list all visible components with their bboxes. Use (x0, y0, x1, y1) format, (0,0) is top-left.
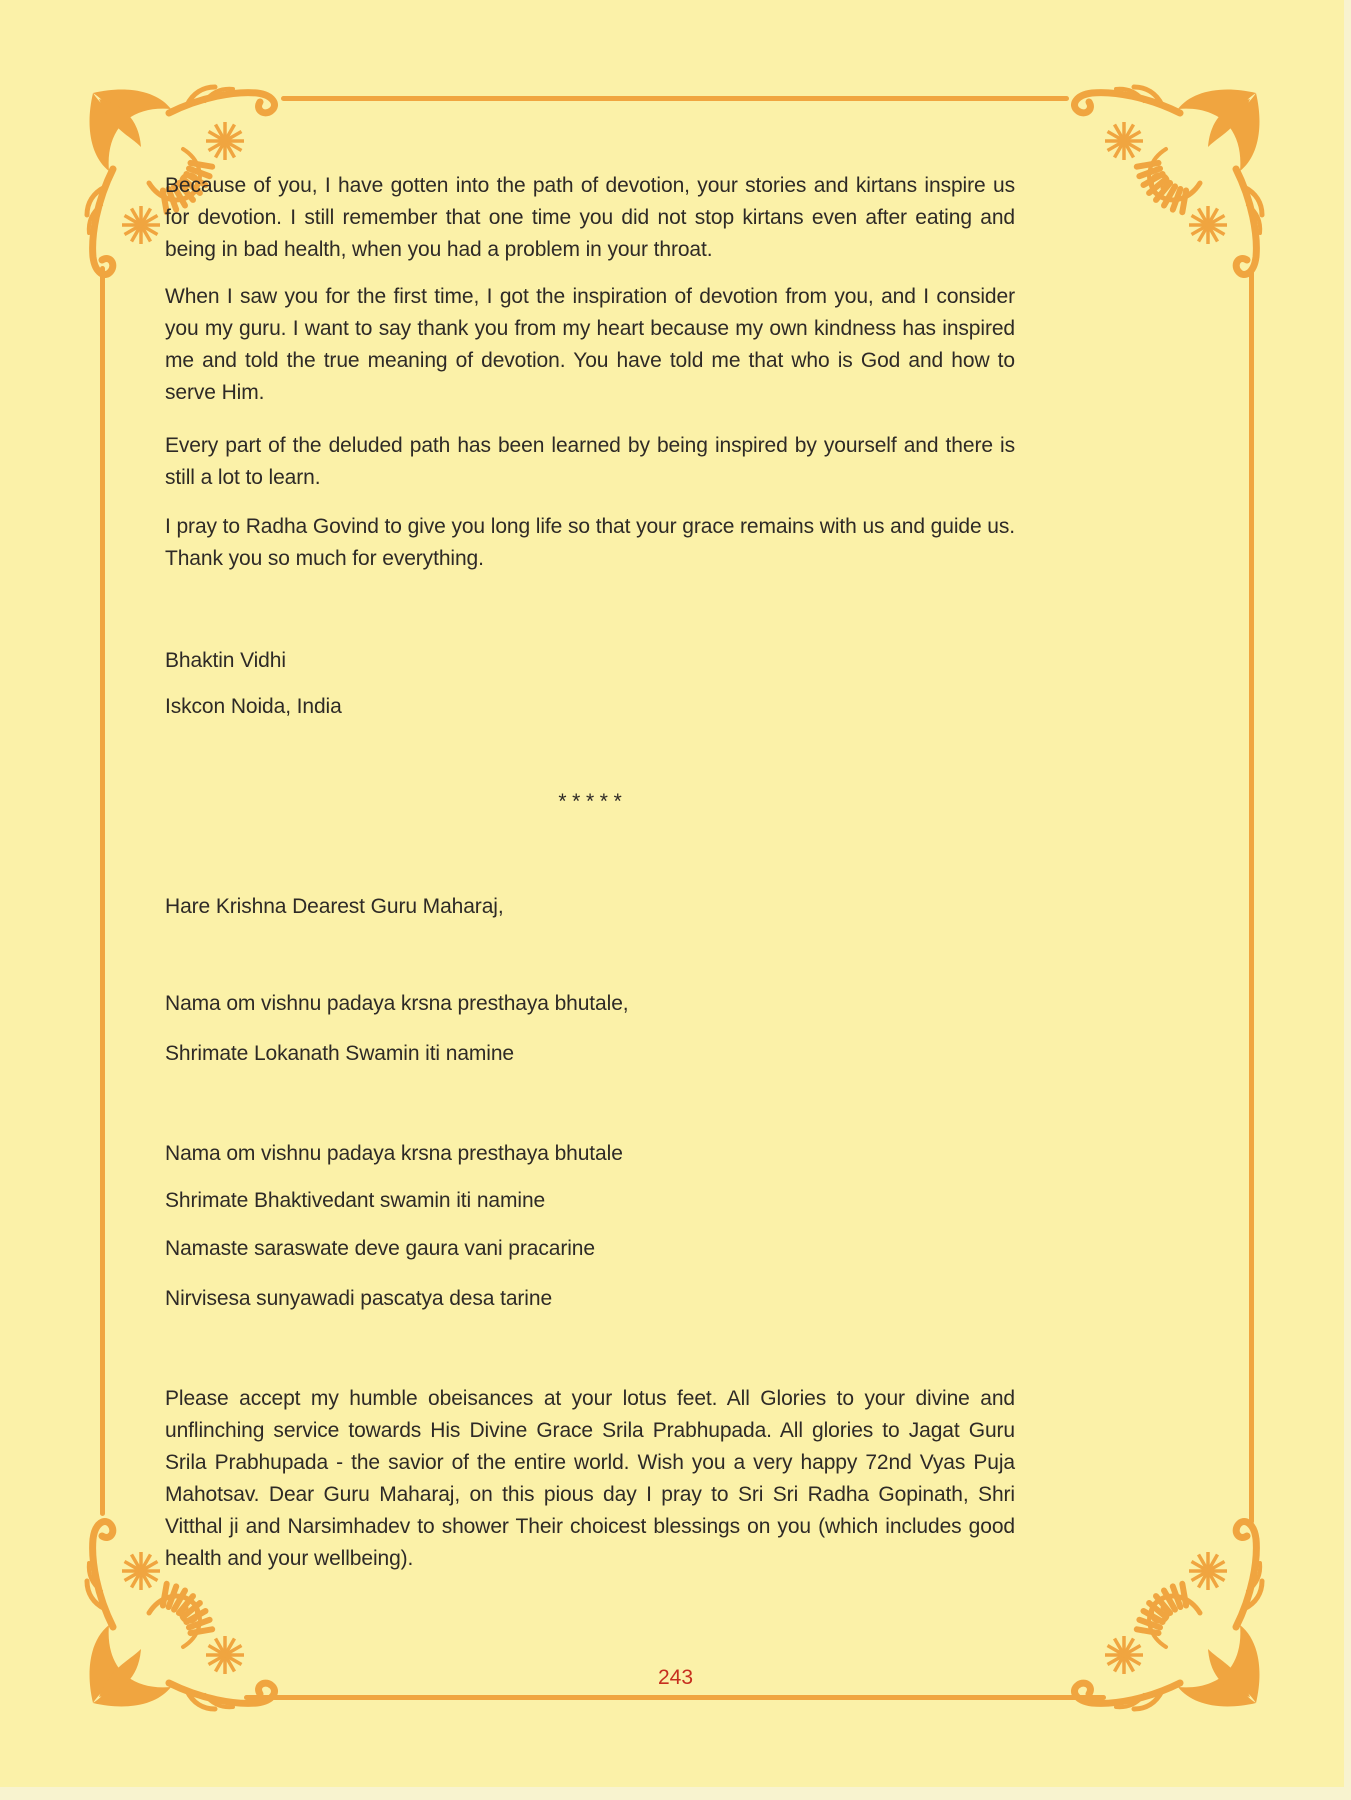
mantra-line: Shrimate Lokanath Swamin iti namine (165, 1042, 515, 1065)
mantra-line: Nirvisesa sunyawadi pascatya desa tarine (165, 1287, 553, 1310)
frame-line-bottom (244, 1695, 1106, 1700)
letter-paragraph: Please accept my humble obeisances at your lotus feet. All Glories to your divine and unflinching service towards His Divine Grace Srila Prabhupada. All glories to Jagat Guru Srila Prabhupada - the savior of the entire world. Wish you a very happy 72nd Vyas Puja Mahotsav. Dear Guru Maharaj, on this pious day I pray to Sri Sri Radha Gopinath, Shri Vitthal ji and Narsimhadev to shower Their choicest blessings on you (which includes good health and your wellbeing). (165, 1387, 1015, 1570)
page-edge-right (1344, 0, 1351, 1800)
letter-paragraph: Because of you, I have gotten into the path of devotion, your stories and kirtans inspire us for devotion. I still remember that one time you did not stop kirtans even after eating and being in bad health, when you had a problem in your throat. (165, 174, 1015, 261)
signature-location: Iskcon Noida, India (165, 695, 342, 718)
mantra-line: Nama om vishnu padaya krsna presthaya bhutale, (165, 992, 629, 1015)
salutation: Hare Krishna Dearest Guru Maharaj, (165, 895, 504, 918)
letter-paragraph: When I saw you for the first time, I got the inspiration of devotion from you, and I consider you my guru. I want to say thank you from my heart because my own kindness has inspired me and told the true meaning of devotion. You have told me that who is God and how to serve Him. (165, 285, 1015, 404)
frame-line-top (281, 96, 1069, 101)
page-number: 243 (657, 1666, 694, 1689)
frame-line-left (100, 266, 105, 1516)
page-edge-bottom (0, 1787, 1351, 1800)
section-separator: * * * * * (558, 790, 622, 813)
floral-corner-top-right-icon (1066, 83, 1266, 308)
frame-line-right (1249, 266, 1254, 1524)
mantra-line: Namaste saraswate deve gaura vani pracarine (165, 1237, 595, 1260)
letter-paragraph: I pray to Radha Govind to give you long life so that your grace remains with us and guide us. Thank you so much for everything. (165, 515, 1015, 570)
letter-paragraph: Every part of the deluded path has been learned by being inspired by yourself and there is still a lot to learn. (165, 434, 1015, 489)
mantra-line: Shrimate Bhaktivedant swamin iti namine (165, 1189, 546, 1212)
signature-name: Bhaktin Vidhi (165, 649, 286, 672)
mantra-line: Nama om vishnu padaya krsna presthaya bhutale (165, 1142, 623, 1165)
